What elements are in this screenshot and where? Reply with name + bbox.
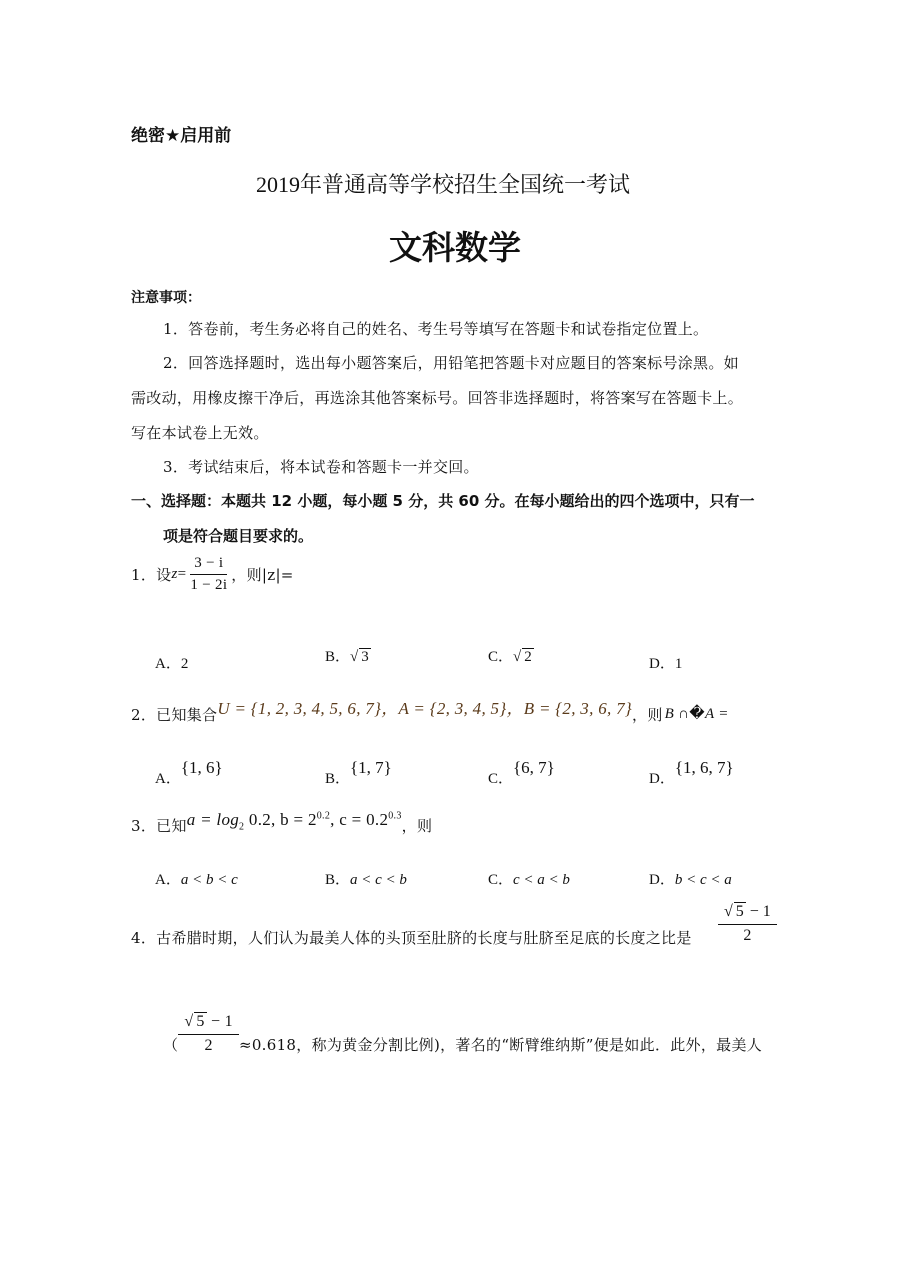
q2-option-c-value: {6, 7} [513, 758, 555, 777]
q3-expr-c: , c = 0.2 [330, 810, 389, 829]
q2-option-b[interactable] [325, 757, 392, 787]
section-heading: 一、选择题：本题共 12 小题，每小题 5 分，共 60 分。在每小题给出的四个选项中，只有一 [131, 492, 755, 510]
q1-option-c[interactable] [488, 645, 534, 666]
q1-denominator: 1 − 2i [190, 577, 228, 593]
q3-option-d-label: D． [649, 872, 675, 888]
q1-option-d[interactable]: D．1 [649, 656, 683, 672]
q3-option-c[interactable] [488, 868, 570, 889]
q1-option-b[interactable] [325, 645, 371, 666]
q4-line2-text: ≈0.618，称为黄金分割比例)，著名的“断臂维纳斯”便是如此．此外，最美人 [238, 1035, 763, 1054]
q3-exp-b: 0.2 [316, 810, 331, 822]
q1-option-b-radicand: 3 [361, 649, 369, 665]
q4-denominator-2: 2 [204, 1037, 213, 1054]
sqrt-icon: √ [350, 649, 359, 665]
q3-option-a-label: A． [155, 872, 181, 888]
q1-z: z [171, 566, 178, 582]
q2-expr: B ∩ [664, 706, 690, 722]
q4-fraction [718, 903, 777, 945]
q2-sets: U = {1, 2, 3, 4, 5, 6, 7}，A = {2, 3, 4, 5}，B = {2, 3, 6, 7} [217, 699, 633, 718]
q3-exp-c: 0.3 [388, 810, 402, 822]
q3-expression [187, 810, 402, 832]
q1-option-b-label: B． [325, 649, 351, 665]
q1-option-c-radicand: 2 [524, 649, 532, 665]
q2-option-d-label: D． [649, 771, 675, 787]
notice-heading: 注意事项： [131, 290, 201, 306]
q3-suffix: ，则 [401, 817, 433, 835]
q4-radicand: 5 [735, 903, 744, 920]
q3-option-b-value: a < c < b [350, 872, 407, 888]
question-3 [131, 810, 433, 838]
notice-item-2-end: 写在本试卷上无效。 [131, 424, 269, 442]
q2-option-c-label: C． [488, 771, 514, 787]
q2-option-b-value: {1, 7} [350, 758, 392, 777]
confidential-label: 绝密★启用前 [131, 126, 232, 146]
q2-option-c[interactable] [488, 757, 555, 787]
q3-option-b[interactable] [325, 868, 407, 889]
notice-item-1: 1．答卷前，考生务必将自己的姓名、考生号等填写在答题卡和试卷指定位置上。 [163, 320, 709, 338]
question-2 [131, 700, 729, 725]
notice-item-2-cont: 需改动，用橡皮擦干净后，再选涂其他答案标号。回答非选择题时，将答案写在答题卡上。 [131, 389, 744, 407]
q4-num-rest: − 1 [745, 903, 771, 920]
q2-prefix: 2．已知集合 [131, 706, 218, 724]
q1-option-a[interactable]: A．2 [155, 656, 189, 672]
q3-option-a[interactable] [155, 868, 238, 889]
section-heading-cont: 项是符合题目要求的。 [163, 527, 314, 545]
q2-option-d[interactable] [649, 757, 734, 787]
q1-suffix: ，则|z|= [231, 566, 294, 584]
question-1 [131, 555, 294, 594]
sqrt-icon: √ [513, 649, 522, 665]
q3-option-d[interactable] [649, 868, 732, 889]
q1-fraction [186, 555, 231, 594]
q3-expr-b: 0.2, b = 2 [244, 810, 317, 829]
exam-title: 2019年普通高等学校招生全国统一考试 [256, 172, 631, 197]
q3-option-b-label: B． [325, 872, 351, 888]
sqrt-icon: √ [724, 903, 733, 920]
q2-option-a[interactable] [155, 757, 223, 787]
q2-option-d-value: {1, 6, 7} [674, 758, 734, 777]
sqrt-icon: √ [184, 1013, 194, 1030]
q2-option-a-label: A． [155, 771, 181, 787]
q3-option-c-label: C． [488, 872, 514, 888]
q3-prefix: 3．已知 [131, 817, 187, 835]
subject-title: 文科数学 [389, 228, 521, 267]
notice-item-3: 3．考试结束后，将本试卷和答题卡一并交回。 [163, 458, 479, 476]
q4-fraction-2 [178, 1013, 239, 1055]
q2-expr-end: A = [704, 706, 729, 722]
question-4-cont [163, 1013, 762, 1055]
question-4: 4．古希腊时期，人们认为最美人体的头顶至肚脐的长度与肚脐至足底的长度之比是 [131, 929, 692, 947]
q3-option-a-value: a < b < c [180, 872, 238, 888]
q4-radicand-2: 5 [196, 1013, 205, 1030]
q2-option-a-value: {1, 6} [180, 758, 223, 777]
q1-option-c-label: C． [488, 649, 514, 665]
q4-open-paren: （ [163, 1035, 179, 1054]
q3-log-base: 2 [239, 821, 245, 833]
q3-expr-a: a = log [186, 810, 240, 829]
q2-garbled-glyph: � [689, 704, 705, 722]
notice-item-2: 2．回答选择题时，选出每小题答案后，用铅笔把答题卡对应题目的答案标号涂黑。如 [163, 354, 739, 372]
q2-option-b-label: B． [325, 771, 351, 787]
q2-suffix: ，则 [632, 706, 663, 724]
q1-prefix: 1．设 [131, 566, 172, 584]
q4-denominator: 2 [743, 927, 752, 944]
q1-numerator: 3 − i [190, 555, 227, 575]
q3-option-d-value: b < c < a [674, 872, 732, 888]
q3-option-c-value: c < a < b [513, 872, 570, 888]
q1-eq: = [177, 566, 187, 582]
q4-num-rest-2: − 1 [206, 1013, 233, 1030]
